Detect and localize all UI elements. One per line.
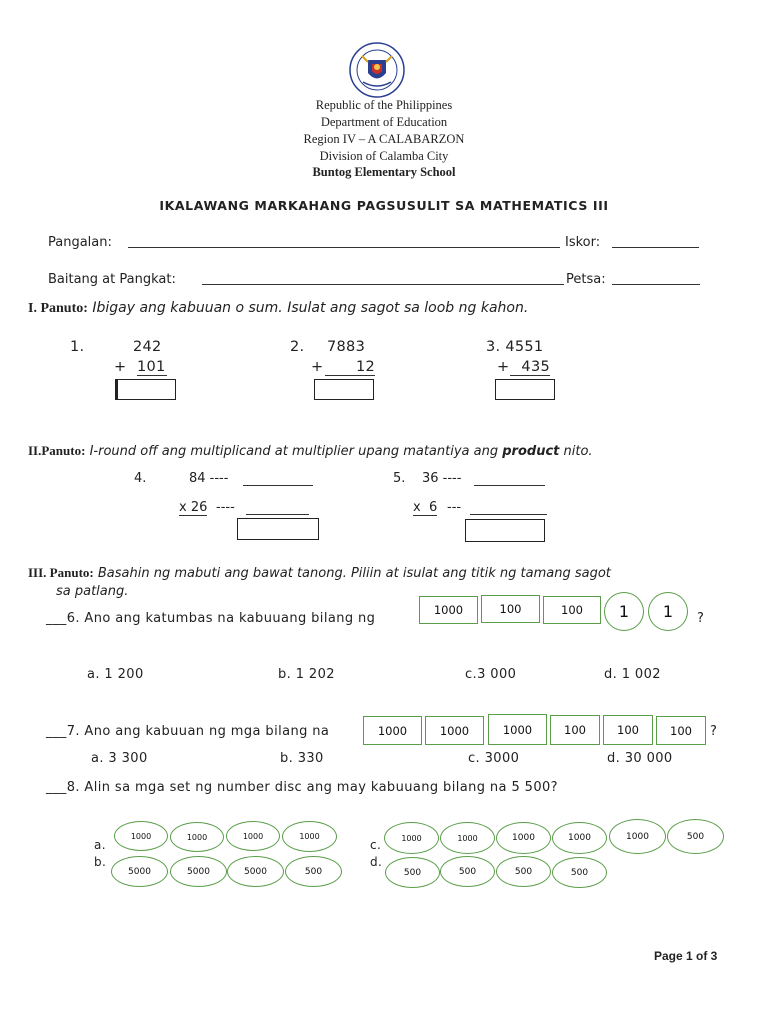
item4-answer-box[interactable] — [237, 518, 319, 540]
deped-seal-logo — [349, 42, 405, 98]
section2-text-b: nito. — [563, 444, 593, 459]
q6-card-1000: 1000 — [419, 596, 478, 624]
q7-choice-c: c. 3000 — [468, 751, 520, 766]
q8-set-d-disc-2: 500 — [440, 856, 495, 887]
item2-op: + — [311, 359, 324, 375]
q6-card-100-b: 100 — [543, 596, 601, 624]
name-field-line[interactable] — [128, 235, 560, 248]
q8-set-a-disc-4: 1000 — [282, 821, 337, 852]
q8-set-d-disc-4: 500 — [552, 857, 607, 888]
q8-set-c-disc-1: 1000 — [384, 822, 439, 854]
section3-text-2: sa patlang. — [56, 584, 129, 599]
score-field-line[interactable] — [612, 235, 699, 248]
section1-label: I. Panuto: — [28, 301, 88, 316]
score-field-label: Iskor: — [565, 235, 601, 250]
q8-set-a-disc-2: 1000 — [170, 822, 224, 852]
q8-set-c-disc-5: 1000 — [609, 819, 666, 854]
q8-set-c-disc-6: 500 — [667, 819, 724, 854]
item3-op: + — [497, 359, 510, 375]
q8-set-b-disc-1: 5000 — [111, 856, 168, 887]
section2-text-a: I-round off ang multiplicand at multiplier upang matantiya ang — [89, 444, 499, 459]
item2-number: 2. — [290, 339, 305, 355]
date-field-label: Petsa: — [566, 272, 606, 287]
item1-top: 242 — [133, 339, 162, 355]
q6-disc-1-a: 1 — [604, 592, 644, 631]
q7-choice-a: a. 3 300 — [91, 751, 148, 766]
q8-text: ___8. Alin sa mga set ng number disc ang may kabuuang bilang na 5 500? — [46, 780, 558, 795]
q8-set-b-disc-2: 5000 — [170, 856, 227, 887]
section1-instruction — [28, 300, 528, 317]
item5-number: 5. — [393, 471, 406, 486]
q8-set-a-disc-3: 1000 — [226, 821, 280, 851]
item1-op: + — [114, 359, 127, 375]
section2-label: II.Panuto: — [28, 443, 86, 458]
q7-card-1000-a: 1000 — [363, 716, 422, 745]
q7-text: ___7. Ano ang kabuuan ng mga bilang na — [46, 724, 330, 739]
q8-set-d-disc-3: 500 — [496, 856, 551, 887]
q6-choice-a: a. 1 200 — [87, 667, 144, 682]
item2-top: 7883 — [327, 339, 366, 355]
item4-dash: ---- — [216, 500, 235, 515]
q7-card-100-b: 100 — [603, 715, 653, 745]
q7-choice-d: d. 30 000 — [607, 751, 673, 766]
q6-choice-d: d. 1 002 — [604, 667, 661, 682]
section2-text-bold: product — [502, 444, 560, 459]
header-region: Region IV – A CALABARZON — [303, 132, 465, 146]
item5-answer-box[interactable] — [465, 519, 545, 542]
item4-bottom: x 26 — [179, 500, 208, 515]
q6-text: ___6. Ano ang katumbas na kabuuang bilang ng — [46, 611, 376, 626]
item5-top-line[interactable] — [474, 472, 545, 486]
q8-set-d-disc-1: 500 — [385, 857, 440, 888]
item5-top: 36 ---- — [422, 471, 462, 486]
q8-set-b-disc-4: 500 — [285, 856, 342, 887]
header-department: Department of Education — [320, 115, 448, 129]
section3-text-1: Basahin ng mabuti ang bawat tanong. Piliin at isulat ang titik ng tamang sagot — [97, 566, 611, 581]
item5-dash: --- — [447, 500, 462, 515]
grade-field-line[interactable] — [202, 272, 564, 285]
section2-instruction — [28, 443, 593, 459]
q6-card-100-a: 100 — [481, 595, 540, 623]
item1-bottom: 101 — [137, 359, 166, 375]
grade-field-label: Baitang at Pangkat: — [48, 272, 176, 287]
q8-label-b: b. — [94, 855, 107, 869]
item3-top: 4551 — [505, 339, 544, 355]
q8-label-a: a. — [94, 838, 106, 852]
q7-card-1000-c: 1000 — [488, 714, 547, 745]
item3-answer-box[interactable] — [495, 379, 555, 400]
q8-set-c-disc-3: 1000 — [496, 822, 551, 854]
q7-card-1000-b: 1000 — [425, 716, 484, 745]
q7-card-100-c: 100 — [656, 716, 706, 745]
q8-set-c-disc-4: 1000 — [552, 822, 607, 854]
q8-label-d: d. — [370, 855, 383, 869]
section3-label: III. Panuto: — [28, 565, 94, 580]
date-field-line[interactable] — [612, 272, 700, 285]
header-school: Buntog Elementary School — [312, 165, 456, 179]
item4-bottom-line[interactable] — [246, 501, 309, 515]
q8-label-c: c. — [370, 838, 382, 852]
page-number: Page 1 of 3 — [654, 949, 718, 963]
q6-choice-c: c.3 000 — [465, 667, 517, 682]
item3-bottom: 435 — [510, 359, 550, 376]
q6-disc-1-b: 1 — [648, 592, 688, 631]
page-title: IKALAWANG MARKAHANG PAGSUSULIT SA MATHEMATICS III — [159, 198, 609, 213]
q7-choice-b: b. 330 — [280, 751, 324, 766]
item2-bottom: 12 — [325, 359, 375, 376]
item3-number: 3. 4551 — [486, 339, 544, 355]
section1-text: Ibigay ang kabuuan o sum. Isulat ang sagot sa loob ng kahon. — [92, 300, 529, 316]
item4-top-line[interactable] — [243, 472, 313, 486]
header-division: Division of Calamba City — [319, 149, 449, 163]
item5-bottom: x 6 — [413, 500, 438, 515]
q8-set-b-disc-3: 5000 — [227, 856, 284, 887]
q8-set-a-disc-1: 1000 — [114, 821, 168, 851]
item1-number: 1. — [70, 339, 85, 355]
item2-answer-box[interactable] — [314, 379, 374, 400]
item4-number: 4. — [134, 471, 147, 486]
header-republic: Republic of the Philippines — [315, 98, 453, 112]
q8-set-c-disc-2: 1000 — [440, 822, 495, 854]
q6-choice-b: b. 1 202 — [278, 667, 335, 682]
item5-bottom-line[interactable] — [470, 501, 547, 515]
q7-card-100-a: 100 — [550, 715, 600, 745]
item1-answer-box[interactable] — [115, 379, 176, 400]
item4-top: 84 ---- — [189, 471, 229, 486]
q6-qmark: ? — [697, 611, 705, 626]
section3-instruction — [28, 565, 611, 581]
q7-qmark: ? — [710, 724, 718, 739]
name-field-label: Pangalan: — [48, 235, 112, 250]
